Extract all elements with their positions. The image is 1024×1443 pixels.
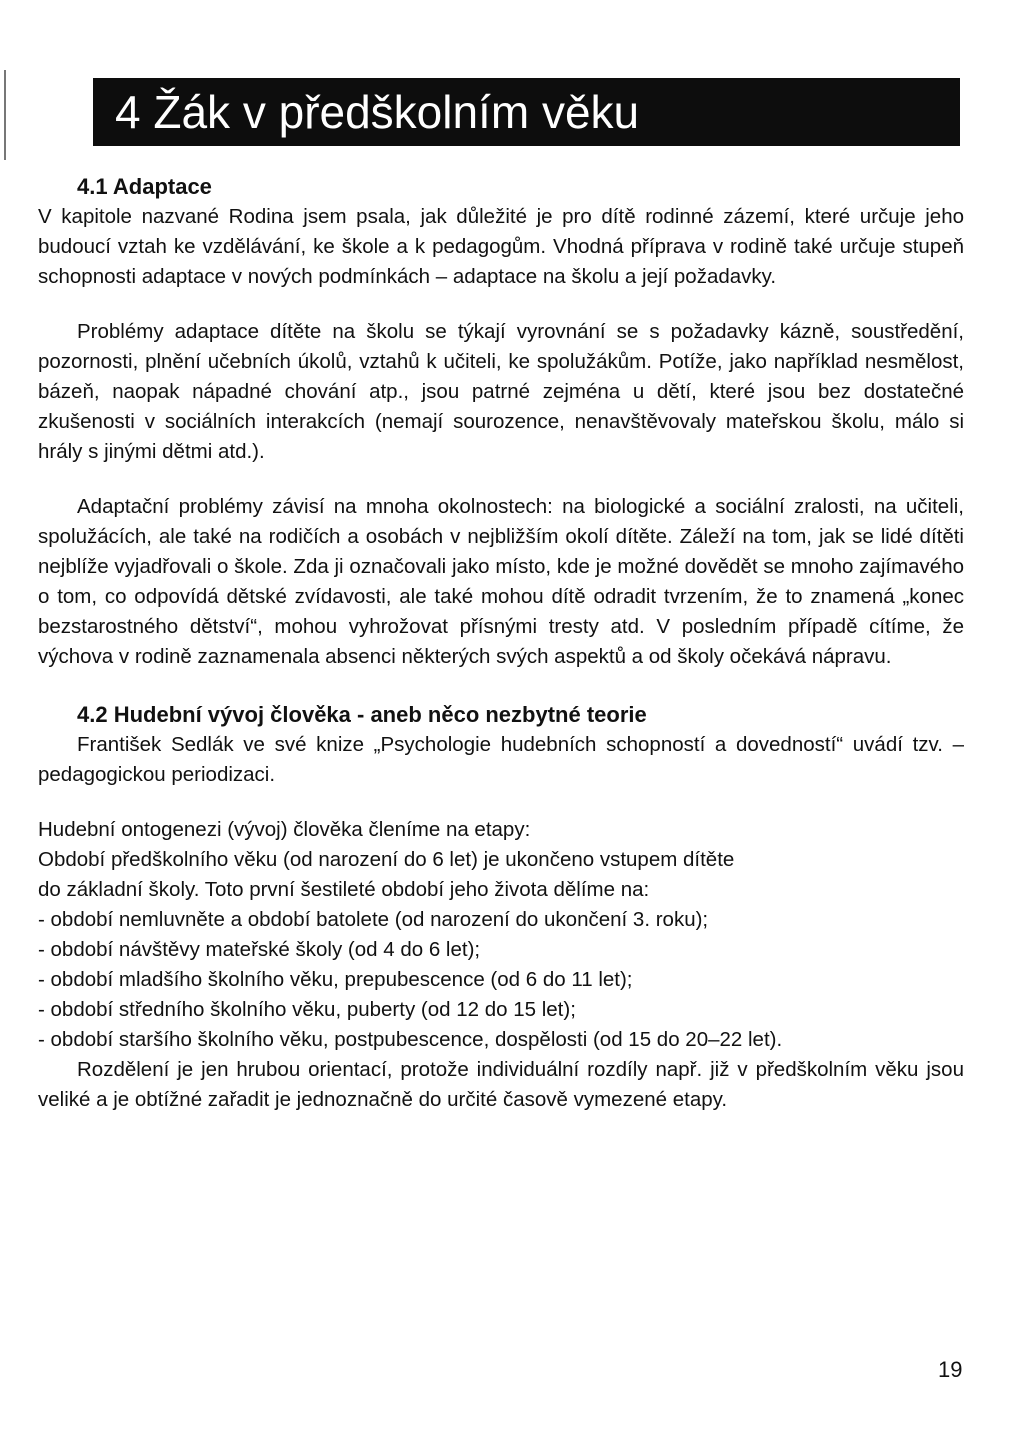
page-content: [38, 172, 964, 1115]
paragraph-sedlak-intro: František Sedlák ve své knize „Psychologie hudebních schopností a dovedností“ uvádí tzv. – pedagogickou periodizaci.: [38, 733, 964, 786]
paragraph-closing: Rozdělení je jen hrubou orientací, protože individuální rozdíly např. již v předškolním věku jsou veliké a je obtížné zařadit je jednoznačně do určité časově vymezené etapy.: [38, 1058, 964, 1111]
section-heading-hudebni-vyvoj: 4.2 Hudební vývoj člověka - aneb něco nezbytné teorie: [77, 702, 647, 727]
ontogeny-lead: Hudební ontogenezi (vývoj) člověka členíme na etapy:: [38, 818, 531, 841]
chapter-title: 4 Žák v předškolním věku: [115, 86, 640, 138]
section-heading-adaptace: 4.1 Adaptace: [77, 174, 212, 199]
period-list: [38, 905, 964, 1055]
page-edge-mark: [4, 70, 6, 160]
list-item: - období staršího školního věku, postpubescence, dospělosti (od 15 do 20–22 let).: [38, 1028, 783, 1051]
paragraph-adaptace-3: Adaptační problémy závisí na mnoha okolnostech: na biologické a sociální zralosti, na učiteli, spolužácích, ale také na rodičích a osobách v nejbližším okolí dítěte. Záleží na tom, jak se lidé dítěti nejblíže vyjadřovali o škole. Zda ji označovali jako místo, kde je možné dovědět se mnoho zajímavého o tom, co odpovídá dětské zvídavosti, ale také mohou dítě odradit tvrzením, že to znamená „konec bezstarostného dětství“, mohou vyhrožovat přísnými tresty atd. V posledním případě cítíme, že výchova v rodině zaznamenala absenci některých svých aspektů a od školy očekává nápravu.: [38, 495, 964, 668]
list-item: - období návštěvy mateřské školy (od 4 do 6 let);: [38, 938, 481, 961]
preschool-line-2: do základní školy. Toto první šestileté období jeho života dělíme na:: [38, 878, 650, 901]
paragraph-adaptace-2: Problémy adaptace dítěte na školu se týkají vyrovnání se s požadavky kázně, soustředění, pozornosti, plnění učebních úkolů, vztahů k učiteli, ke spolužákům. Potíže, jako například nesmělost, bázeň, naopak nápadné chování atp., jsou patrné zejména u dětí, které jsou bez dostatečné zkušenosti v sociálních interakcích (nemají sourozence, nenavštěvovaly mateřskou školu, málo si hrály s jinými dětmi atd.).: [38, 320, 964, 463]
list-item: - období středního školního věku, puberty (od 12 do 15 let);: [38, 998, 576, 1021]
preschool-line-1: Období předškolního věku (od narození do 6 let) je ukončeno vstupem dítěte: [38, 848, 735, 871]
chapter-banner: [93, 78, 960, 146]
list-item: - období nemluvněte a období batolete (od narození do ukončení 3. roku);: [38, 908, 709, 931]
page-number: 19: [938, 1357, 963, 1382]
paragraph-adaptace-1: V kapitole nazvané Rodina jsem psala, jak důležité je pro dítě rodinné zázemí, které určuje jeho budoucí vztah ke vzdělávání, ke škole a k pedagogům. Vhodná příprava v rodině také určuje stupeň schopnosti adaptace v nových podmínkách – adaptace na školu a její požadavky.: [38, 205, 964, 288]
list-item: - období mladšího školního věku, prepubescence (od 6 do 11 let);: [38, 968, 633, 991]
